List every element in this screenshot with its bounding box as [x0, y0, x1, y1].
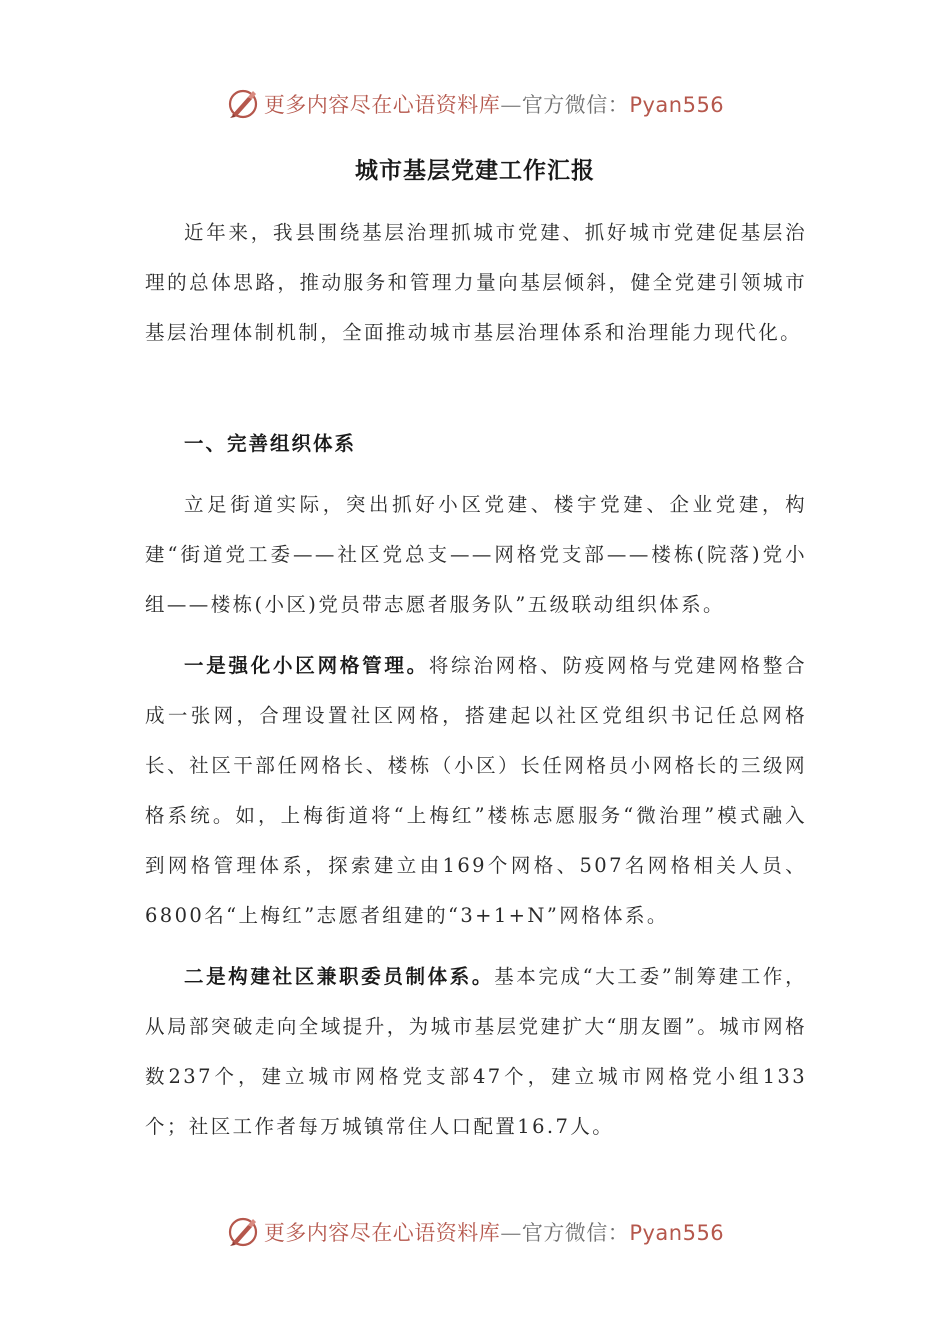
point-one-lead: 一是强化小区网格管理。	[184, 654, 429, 677]
watermark-wechat-id: Pyan556	[629, 93, 725, 117]
point-one-text: 将综治网格、防疫网格与党建网格整合成一张网，合理设置社区网格，搭建起以社区党组织书记任总网格长、社区干部任网格长、楼栋（小区）长任网格员小网格长的三级网格系统。如，上梅街道将“上梅红”楼栋志愿服务“微治理”模式融入到网格管理体系，探索建立由169个网格、507名网格相关人员、6800名“上梅红”志愿者组建的“3+1+N”网格体系。	[145, 654, 807, 927]
pen-logo-icon	[226, 1215, 260, 1249]
point-two-text: 基本完成“大工委”制筹建工作，从局部突破走向全域提升，为城市基层党建扩大“朋友圈”。城市网格数237个，建立城市网格党支部47个，建立城市网格党小组133个；社区工作者每万城镇常住人口配置16.7人。	[145, 965, 807, 1138]
watermark-label: 官方微信：	[521, 93, 630, 117]
watermark-dash: —	[500, 93, 522, 117]
watermark-header	[0, 84, 950, 124]
point-two-lead: 二是构建社区兼职委员制体系。	[184, 965, 495, 988]
watermark-label: 官方微信：	[521, 1221, 630, 1245]
section-paragraph: 立足街道实际，突出抓好小区党建、楼宇党建、企业党建，构建“街道党工委——社区党总支——网格党支部——楼栋(院落)党小组——楼栋(小区)党员带志愿者服务队”五级联动组织体系。	[145, 493, 807, 616]
watermark-text	[264, 1217, 724, 1247]
section-heading: 一、完善组织体系	[184, 432, 357, 455]
watermark-dash: —	[500, 1221, 522, 1245]
pen-logo-icon	[226, 87, 260, 121]
watermark-wechat-id: Pyan556	[629, 1221, 725, 1245]
watermark-text	[264, 89, 724, 119]
point-one-paragraph	[145, 641, 807, 941]
watermark-prefix: 更多内容尽在心语资料库	[263, 1221, 501, 1245]
document-title: 城市基层党建工作汇报	[355, 157, 595, 184]
intro-paragraph: 近年来，我县围绕基层治理抓城市党建、抓好城市党建促基层治理的总体思路，推动服务和管理力量向基层倾斜，健全党建引领城市基层治理体制机制，全面推动城市基层治理体系和治理能力现代化。	[145, 221, 807, 344]
watermark-prefix: 更多内容尽在心语资料库	[263, 93, 501, 117]
watermark-footer	[0, 1212, 950, 1252]
point-two-paragraph	[145, 952, 807, 1152]
